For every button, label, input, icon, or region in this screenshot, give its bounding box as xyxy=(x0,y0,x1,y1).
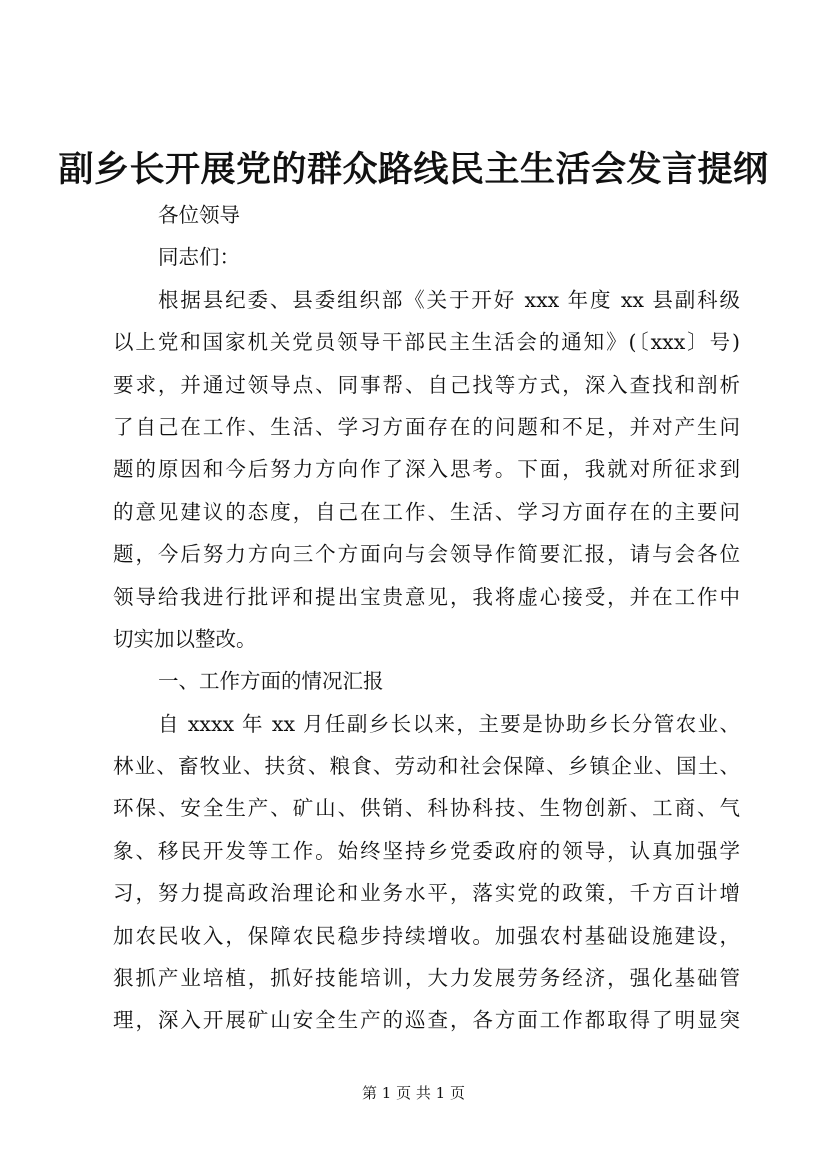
text-line: 自 xxxx 年 xx 月任副乡长以来，主要是协助乡长分管农业、 xyxy=(158,711,740,736)
text-line: 加农民收入，保障农民稳步持续增收。加强农村基础设施建设， xyxy=(113,923,740,948)
text-line: 的意见建议的态度，自己在工作、生活、学习方面存在的主要问 xyxy=(113,499,740,524)
text-line: 题，今后努力方向三个方面向与会领导作简要汇报，请与会各位 xyxy=(113,542,740,567)
text-line: 同志们： xyxy=(158,245,240,270)
text-line: 切实加以整改。 xyxy=(113,626,257,651)
text-line: 根据县纪委、县委组织部《关于开好 xxx 年度 xx 县副科级 xyxy=(158,287,740,312)
text-line: 了自己在工作、生活、学习方面存在的问题和不足，并对产生问 xyxy=(113,414,740,439)
document-title: 副乡长开展党的群众路线民主生活会发言提纲 xyxy=(58,149,769,190)
document-body xyxy=(113,194,740,1042)
text-line: 题的原因和今后努力方向作了深入思考。下面，我就对所征求到 xyxy=(113,457,740,482)
text-line: 林业、畜牧业、扶贫、粮食、劳动和社会保障、乡镇企业、国土、 xyxy=(113,754,740,779)
text-line: 要求，并通过领导点、同事帮、自己找等方式，深入查找和剖析 xyxy=(113,372,740,397)
text-line: 领导给我进行批评和提出宝贵意见，我将虚心接受，并在工作中 xyxy=(113,584,740,609)
text-line: 象、移民开发等工作。始终坚持乡党委政府的领导，认真加强学 xyxy=(113,838,740,863)
text-line: 一、工作方面的情况汇报 xyxy=(158,669,384,694)
text-line: 习，努力提高政治理论和业务水平，落实党的政策，千方百计增 xyxy=(113,881,740,906)
text-line: 环保、安全生产、矿山、供销、科协科技、生物创新、工商、气 xyxy=(113,796,740,821)
text-line: 狠抓产业培植，抓好技能培训，大力发展劳务经济，强化基础管 xyxy=(113,966,740,991)
text-line: 各位领导 xyxy=(158,203,240,227)
text-line: 以上党和国家机关党员领导干部民主生活会的通知》(〔xxx〕号) xyxy=(113,330,740,355)
page-footer: 第 1 页 共 1 页 xyxy=(362,1084,465,1102)
text-line: 理，深入开展矿山安全生产的巡查，各方面工作都取得了明显突 xyxy=(113,1008,740,1033)
